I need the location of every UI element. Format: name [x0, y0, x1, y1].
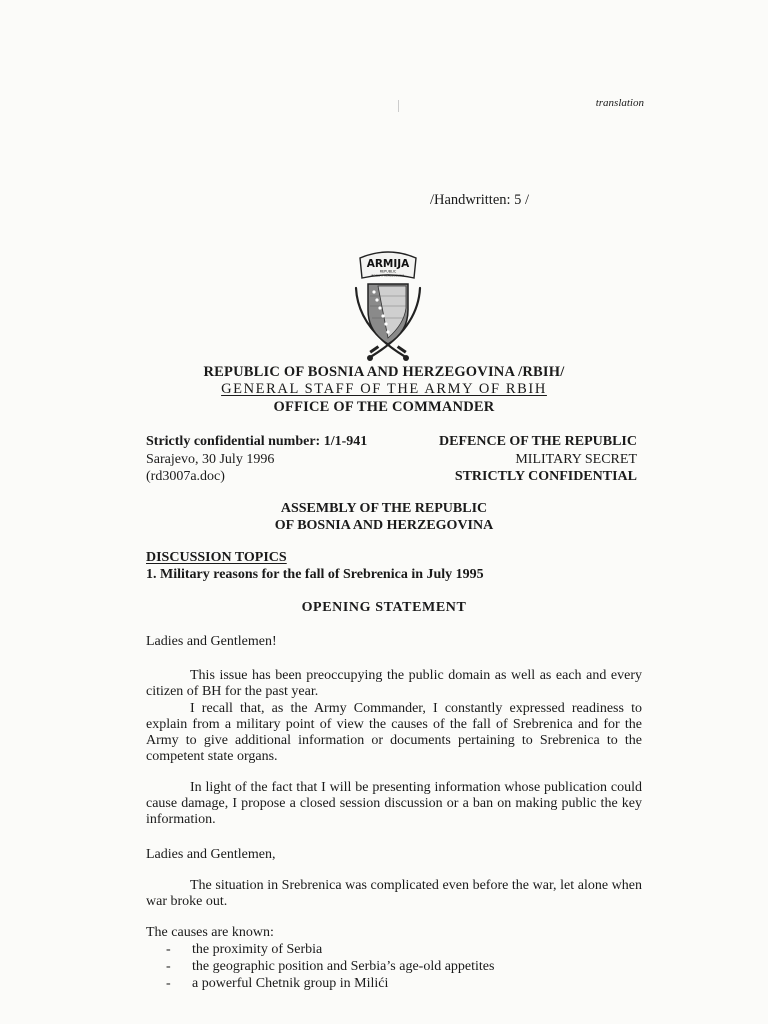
paragraph-2: I recall that, as the Army Commander, I constantly expressed readiness to explain from a military point of view the causes of the fall of Srebrenica and for the Army to give additional information or documents pertaining to Srebrenica to the competent state organs. [146, 701, 642, 764]
causes-intro: The causes are known: [146, 925, 274, 940]
paragraph-1: This issue has been preoccupying the public domain as well as each and every citizen of BH for the past year. [146, 668, 642, 699]
topic-item-1: 1. Military reasons for the fall of Srebrenica in July 1995 [146, 567, 484, 582]
section-title: OPENING STATEMENT [301, 600, 467, 615]
addressee-line-2: OF BOSNIA AND HERZEGOVINA [274, 518, 494, 533]
paragraph-4: The situation in Srebrenica was complicated even before the war, let alone when war broke out. [146, 878, 642, 909]
handwritten-note: /Handwritten: 5 / [430, 192, 530, 208]
list-item: - the geographic position and Serbia’s age-old appetites [166, 958, 494, 975]
org-line-1: REPUBLIC OF BOSNIA AND HERZEGOVINA /RBIH/ [203, 364, 565, 380]
topics-heading: DISCUSSION TOPICS [146, 550, 287, 565]
discussion-topics [146, 549, 484, 583]
salutation-2: Ladies and Gentlemen, [146, 847, 276, 862]
org-line-2-wrap [0, 381, 768, 398]
scan-artifact [398, 100, 399, 112]
list-item: - the proximity of Serbia [166, 941, 494, 958]
confidential-number: Strictly confidential number: 1/1-941 [146, 434, 368, 449]
list-item: - a powerful Chetnik group in Milići [166, 975, 494, 992]
classification-line-2: MILITARY SECRET [515, 451, 637, 467]
emblem-top-text: ARMIJA [366, 258, 410, 270]
addressee-block [0, 500, 768, 534]
org-line-2: GENERAL STAFF OF THE ARMY OF RBIH [221, 381, 547, 397]
emblem-sub-text-2: BOSNA I HERCEGOVINA [371, 273, 405, 278]
paragraph-3: In light of the fact that I will be presenting information whose publication could cause damage, I propose a closed session discussion or a ban on making public the key information. [146, 780, 642, 827]
addressee-line-1: ASSEMBLY OF THE REPUBLIC [280, 501, 488, 516]
classification-line-1: DEFENCE OF THE REPUBLIC [439, 434, 637, 449]
classification-line-3: STRICTLY CONFIDENTIAL [454, 469, 637, 484]
reference-block [146, 433, 367, 486]
file-reference: (rd3007a.doc) [146, 469, 225, 484]
classification-block [439, 433, 637, 486]
translation-note: translation [595, 97, 644, 109]
armija-rbih-emblem-icon [348, 248, 428, 366]
causes-list [166, 941, 494, 992]
place-date: Sarajevo, 30 July 1996 [146, 451, 275, 467]
salutation-1: Ladies and Gentlemen! [146, 634, 277, 649]
emblem-sub-text-1: REPUBLIC [379, 269, 397, 274]
org-line-3: OFFICE OF THE COMMANDER [273, 399, 495, 415]
